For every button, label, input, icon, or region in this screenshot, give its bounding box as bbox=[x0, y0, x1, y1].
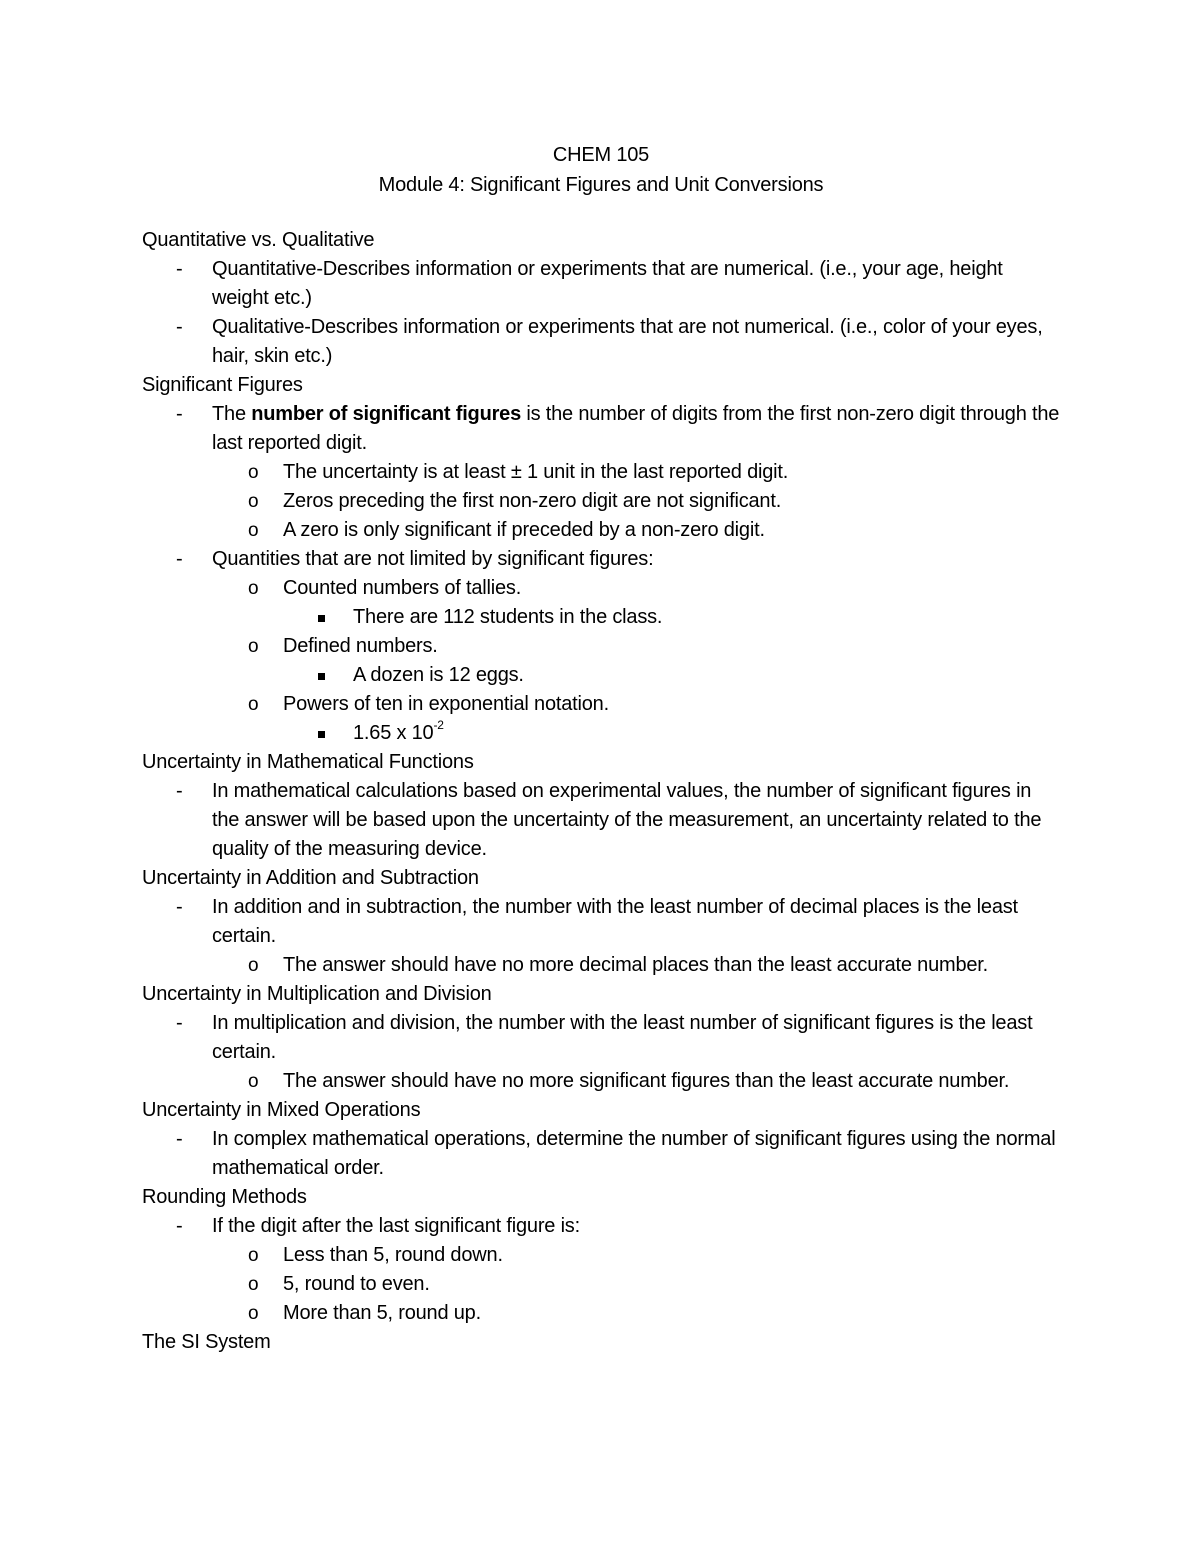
sub-bullet-add-sub-answer bbox=[142, 951, 1062, 980]
section-heading-sig-figs: Significant Figures bbox=[142, 374, 303, 396]
bullet-mul-div bbox=[142, 1009, 1062, 1067]
square-bullet-students bbox=[142, 603, 1062, 632]
square-bullet-text: A dozen is 12 eggs. bbox=[353, 664, 524, 686]
circle-bullet: o bbox=[248, 694, 259, 715]
circle-bullet: o bbox=[248, 1303, 259, 1324]
module-title: Module 4: Significant Figures and Unit Conversions bbox=[378, 174, 824, 196]
bullet-mixed bbox=[142, 1125, 1062, 1183]
bullet-add-sub bbox=[142, 893, 1062, 951]
bullet-text-bold: number of significant figures bbox=[251, 403, 522, 425]
dash-bullet: - bbox=[176, 1128, 183, 1150]
bullet-text: Quantitative-Describes information or experiments that are numerical. (i.e., your age, height weight etc.) bbox=[212, 258, 1003, 309]
dash-bullet: - bbox=[176, 1215, 183, 1237]
exponent-power: -2 bbox=[433, 718, 444, 733]
dash-bullet: - bbox=[176, 896, 183, 918]
sub-bullet-round-even bbox=[142, 1270, 1062, 1299]
course-title: CHEM 105 bbox=[552, 144, 650, 166]
sub-bullet-zero-significant bbox=[142, 516, 1062, 545]
square-bullet-icon bbox=[318, 615, 325, 622]
bullet-text: In addition and in subtraction, the number with the least number of decimal places is the least certain. bbox=[212, 896, 1018, 947]
sub-bullet-round-down bbox=[142, 1241, 1062, 1270]
sub-bullet-text: The answer should have no more decimal places than the least accurate number. bbox=[283, 954, 989, 976]
document-body bbox=[142, 140, 1062, 1357]
square-bullet-dozen bbox=[142, 661, 1062, 690]
sub-bullet-text: Powers of ten in exponential notation. bbox=[283, 693, 609, 715]
sub-bullet-counted bbox=[142, 574, 1062, 603]
bullet-text: In complex mathematical operations, determine the number of significant figures using the normal mathematical order. bbox=[212, 1128, 1056, 1179]
sub-bullet-text: The answer should have no more significant figures than the least accurate number. bbox=[283, 1070, 1010, 1092]
bullet-text: Qualitative-Describes information or experiments that are not numerical. (i.e., color of your eyes, hair, skin etc.) bbox=[212, 316, 1043, 367]
section-heading-rounding: Rounding Methods bbox=[142, 1186, 307, 1208]
square-bullet-icon bbox=[318, 731, 325, 738]
section-heading-si-system: The SI System bbox=[142, 1331, 271, 1353]
sub-bullet-uncertainty bbox=[142, 458, 1062, 487]
dash-bullet: - bbox=[176, 548, 183, 570]
section-heading-mul-div: Uncertainty in Multiplication and Division bbox=[142, 983, 492, 1005]
sub-bullet-mul-div-answer bbox=[142, 1067, 1062, 1096]
sub-bullet-text: A zero is only significant if preceded by a non-zero digit. bbox=[283, 519, 765, 541]
bullet-text-post: is the number of digits from the first non-zero digit through the last reported digit. bbox=[212, 403, 1060, 454]
sub-bullet-text: Less than 5, round down. bbox=[283, 1244, 503, 1266]
bullet-quantitative bbox=[142, 255, 1062, 313]
sub-bullet-text: Zeros preceding the first non-zero digit are not significant. bbox=[283, 490, 782, 512]
bullet-text: In multiplication and division, the number with the least number of significant figures is the least certain. bbox=[212, 1012, 1033, 1063]
circle-bullet: o bbox=[248, 1245, 259, 1266]
sub-bullet-round-up bbox=[142, 1299, 1062, 1328]
circle-bullet: o bbox=[248, 1071, 259, 1092]
exponent-base: 1.65 x 10 bbox=[353, 722, 434, 744]
circle-bullet: o bbox=[248, 955, 259, 976]
square-bullet-text: There are 112 students in the class. bbox=[353, 606, 663, 628]
bullet-qualitative bbox=[142, 313, 1062, 371]
section-heading-quant-qual: Quantitative vs. Qualitative bbox=[142, 229, 375, 251]
bullet-text: In mathematical calculations based on experimental values, the number of significant figures in the answer will be based upon the uncertainty of the measurement, an uncertainty related to the quality of the measuring device. bbox=[212, 780, 1042, 860]
section-heading-math-functions: Uncertainty in Mathematical Functions bbox=[142, 751, 474, 773]
circle-bullet: o bbox=[248, 636, 259, 657]
sub-bullet-defined bbox=[142, 632, 1062, 661]
dash-bullet: - bbox=[176, 403, 183, 425]
circle-bullet: o bbox=[248, 578, 259, 599]
bullet-text: If the digit after the last significant figure is: bbox=[212, 1215, 580, 1237]
dash-bullet: - bbox=[176, 780, 183, 802]
circle-bullet: o bbox=[248, 462, 259, 483]
square-bullet-icon bbox=[318, 673, 325, 680]
sub-bullet-preceding-zeros bbox=[142, 487, 1062, 516]
square-bullet-exponent-example bbox=[142, 719, 1062, 748]
bullet-math-functions bbox=[142, 777, 1062, 864]
dash-bullet: - bbox=[176, 316, 183, 338]
sub-bullet-text: Defined numbers. bbox=[283, 635, 438, 657]
sub-bullet-text: 5, round to even. bbox=[283, 1273, 430, 1295]
spacer bbox=[142, 200, 1062, 226]
bullet-sig-figs-definition bbox=[142, 400, 1062, 458]
circle-bullet: o bbox=[248, 491, 259, 512]
dash-bullet: - bbox=[176, 258, 183, 280]
bullet-not-limited bbox=[142, 545, 1062, 574]
section-heading-mixed: Uncertainty in Mixed Operations bbox=[142, 1099, 421, 1121]
bullet-rounding bbox=[142, 1212, 1062, 1241]
sub-bullet-powers-of-ten bbox=[142, 690, 1062, 719]
sub-bullet-text: More than 5, round up. bbox=[283, 1302, 481, 1324]
sub-bullet-text: The uncertainty is at least ± 1 unit in the last reported digit. bbox=[283, 461, 789, 483]
circle-bullet: o bbox=[248, 1274, 259, 1295]
bullet-text-pre: The bbox=[212, 403, 252, 425]
circle-bullet: o bbox=[248, 520, 259, 541]
bullet-text: Quantities that are not limited by significant figures: bbox=[212, 548, 654, 570]
sub-bullet-text: Counted numbers of tallies. bbox=[283, 577, 522, 599]
section-heading-add-sub: Uncertainty in Addition and Subtraction bbox=[142, 867, 479, 889]
dash-bullet: - bbox=[176, 1012, 183, 1034]
